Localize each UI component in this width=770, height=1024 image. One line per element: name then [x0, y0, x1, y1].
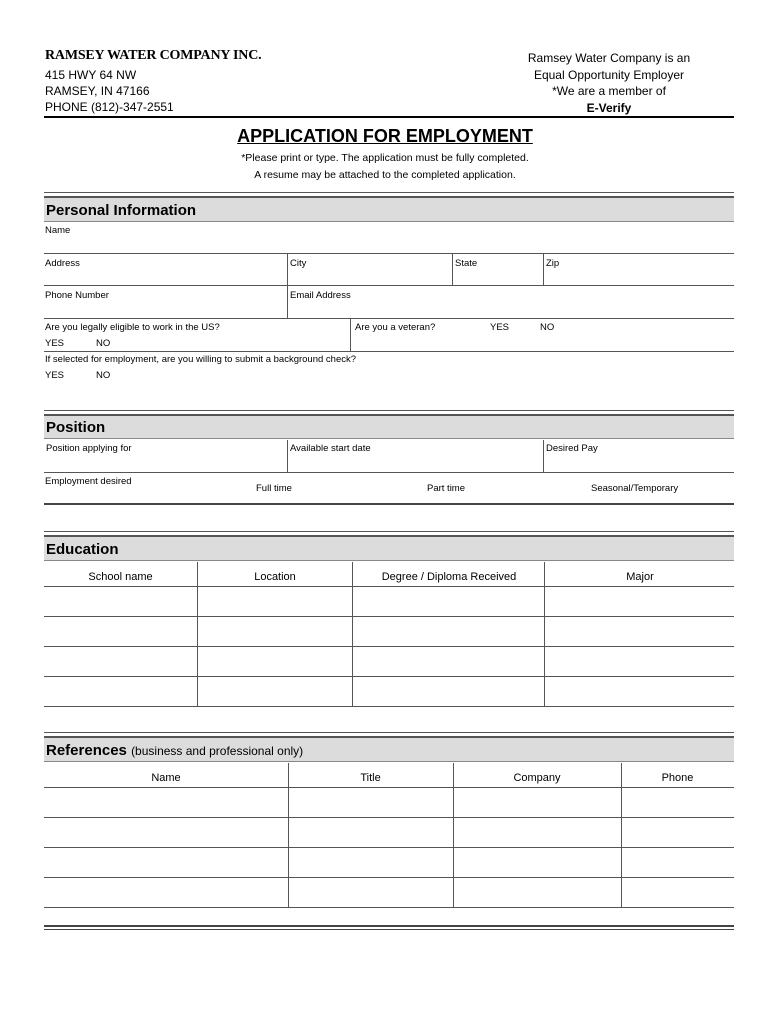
option-part-time[interactable]: Part time: [427, 483, 466, 494]
ref-header-line: [44, 787, 734, 788]
edu-col-location: Location: [254, 571, 296, 583]
divider-position-start: [287, 440, 288, 472]
option-seasonal[interactable]: Seasonal/Temporary: [591, 483, 679, 494]
edu-row-2[interactable]: [44, 646, 734, 647]
references-subtitle: (business and professional only): [131, 744, 304, 758]
option-full-time[interactable]: Full time: [256, 483, 292, 494]
edu-col-divider: [197, 562, 198, 706]
edu-header-line: [44, 586, 734, 587]
ref-col-company: Company: [513, 772, 561, 784]
edu-col-degree: Degree / Diploma Received: [381, 571, 517, 583]
divider-city-state: [452, 254, 453, 285]
label-phone: Phone Number: [45, 290, 109, 301]
ref-col-title: Title: [360, 772, 381, 784]
edu-col-school: School name: [88, 571, 153, 583]
references-title: References: [46, 742, 127, 759]
edu-col-divider: [352, 562, 353, 706]
divider-state-zip: [543, 254, 544, 285]
ref-row-2[interactable]: [44, 847, 734, 848]
edu-col-divider: [544, 562, 545, 706]
page-title: APPLICATION FOR EMPLOYMENT: [237, 126, 533, 146]
label-email: Email Address: [290, 290, 351, 301]
background-no-option[interactable]: NO: [96, 370, 111, 381]
ref-col-name: Name: [151, 772, 181, 784]
address-row-field[interactable]: [44, 285, 734, 286]
label-eligible-question: Are you legally eligible to work in the US?: [45, 322, 220, 333]
veteran-no-option[interactable]: NO: [540, 322, 555, 333]
phone-email-field[interactable]: [44, 318, 734, 319]
ref-col-phone: Phone: [661, 772, 694, 784]
form-end-rule: [44, 925, 734, 927]
ref-row-1[interactable]: [44, 817, 734, 818]
section-header-education: [44, 535, 734, 561]
eligible-row-divider: [44, 351, 734, 352]
background-yes-option[interactable]: YES: [45, 370, 65, 381]
edu-row-4[interactable]: [44, 706, 734, 707]
eo-line-3: *We are a member of: [552, 84, 666, 98]
name-field[interactable]: [44, 253, 734, 254]
company-name: RAMSEY WATER COMPANY INC.: [45, 48, 262, 63]
notice-line-1: *Please print or type. The application must be fully completed.: [241, 152, 529, 164]
divider-phone-email: [287, 286, 288, 318]
eo-line-2: Equal Opportunity Employer: [533, 67, 685, 82]
section-header-references: [44, 736, 734, 762]
company-address-line-2: RAMSEY, IN 47166: [45, 84, 150, 98]
edu-row-1[interactable]: [44, 616, 734, 617]
label-zip: Zip: [546, 258, 560, 269]
eligible-no-option[interactable]: NO: [96, 338, 111, 349]
edu-row-3[interactable]: [44, 676, 734, 677]
section-title-personal: Personal Information: [46, 202, 197, 219]
label-employment-desired: Employment desired: [45, 476, 132, 487]
eo-line-1: Ramsey Water Company is an: [527, 51, 691, 65]
ref-col-divider: [621, 763, 622, 907]
divider-start-pay: [543, 440, 544, 472]
company-address-line-1: 415 HWY 64 NW: [45, 68, 137, 82]
section-header-position: [44, 414, 734, 439]
form-end-rule-secondary: [44, 929, 734, 930]
ref-row-4[interactable]: [44, 907, 734, 908]
eligible-yes-option[interactable]: YES: [45, 338, 65, 349]
ref-col-divider: [453, 763, 454, 907]
edu-col-major: Major: [626, 571, 654, 583]
label-state: State: [455, 258, 478, 269]
label-start-date: Available start date: [290, 443, 371, 454]
equal-opportunity-statement: [494, 50, 724, 116]
label-background-question: If selected for employment, are you willing to submit a background check?: [45, 354, 357, 365]
label-position-applying: Position applying for: [46, 443, 132, 454]
position-section-end: [44, 503, 734, 505]
section-title-references: [46, 742, 303, 759]
header-divider: [44, 116, 734, 118]
label-veteran-question: Are you a veteran?: [355, 322, 436, 333]
label-city: City: [290, 258, 307, 269]
e-verify-label: E-Verify: [586, 100, 632, 115]
ref-row-3[interactable]: [44, 877, 734, 878]
position-row-field[interactable]: [44, 472, 734, 473]
label-name: Name: [45, 225, 71, 236]
notice-line-2: A resume may be attached to the completed application.: [254, 169, 516, 181]
section-title-position: Position: [46, 419, 106, 436]
divider-eligible-veteran: [350, 319, 351, 351]
label-address: Address: [45, 258, 80, 269]
section-header-personal: [44, 196, 734, 222]
label-desired-pay: Desired Pay: [546, 443, 598, 454]
section-title-education: Education: [46, 541, 119, 558]
divider-address-city: [287, 254, 288, 285]
company-phone: PHONE (812)-347-2551: [45, 100, 174, 114]
veteran-yes-option[interactable]: YES: [490, 322, 510, 333]
ref-col-divider: [288, 763, 289, 907]
